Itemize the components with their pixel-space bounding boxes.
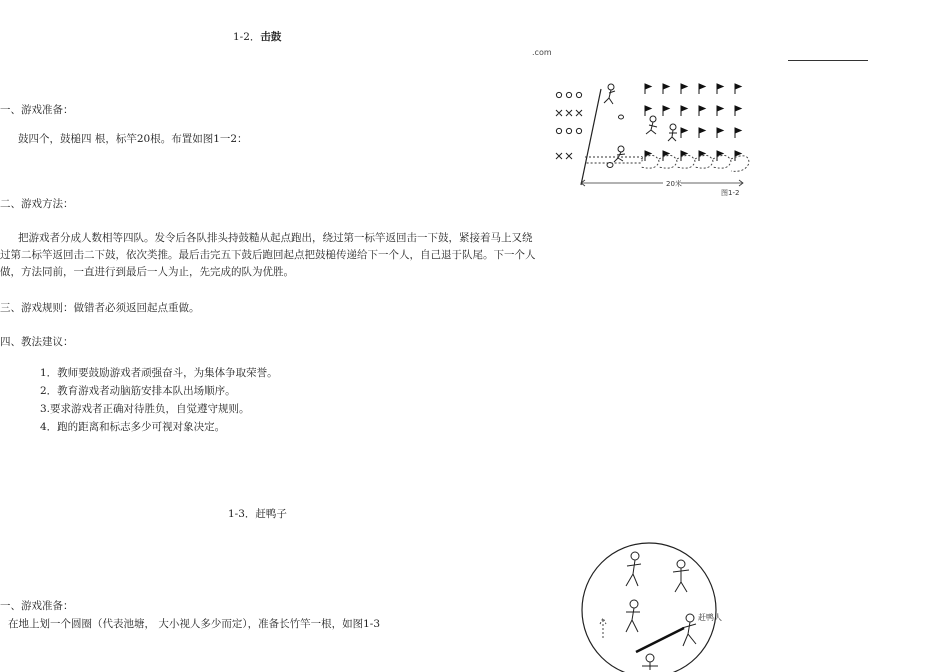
list-item: 1．教师要鼓励游戏者顽强奋斗，为集体争取荣誉。 — [40, 367, 278, 379]
list-item: 3.要求游戏者正确对待胜负，自觉遵守规则。 — [40, 403, 250, 415]
movement-arrow — [600, 618, 606, 638]
figure-drum-game — [545, 75, 775, 200]
section-number: 1-2． — [233, 31, 261, 43]
flag-markers — [645, 84, 741, 161]
start-line — [581, 89, 601, 185]
start-markers — [556, 92, 582, 159]
advice-list — [40, 364, 278, 436]
bamboo-pole — [636, 628, 684, 652]
figure-duck-pond — [578, 540, 728, 672]
prep-heading: 一、游戏准备： — [0, 104, 74, 116]
section-title-1-3: 1-3．赶鸭子 — [228, 508, 287, 520]
rules-text: 三、游戏规则：做错者必须返回起点重做。 — [0, 302, 200, 314]
list-item: 2．教育游戏者动脑筋安排本队出场顺序。 — [40, 385, 236, 397]
running-paths — [585, 155, 749, 171]
list-item: 4．跑的距离和标志多少可视对象决定。 — [40, 421, 226, 433]
prep-text: 鼓四个，鼓槌四 根，标竿20根。布置如图1一2： — [18, 133, 248, 145]
advice-heading: 四、教法建议： — [0, 336, 74, 348]
method-text: 把游戏者分成人数相等四队。发令后各队排头持鼓糙从起点跑出，绕过第一标竿返回击一下鼓，紧接着马上又绕过第二标竿返回击二下鼓，依次类推。最后击完五下鼓后跑回起点把鼓槌传递给下一个人，自己退于队尾。下一个人做，方法同前，一直进行到最后一人为止，先完成的队为优胜。 — [0, 232, 536, 278]
distance-arrow — [581, 180, 743, 186]
figure-caption: 图1-2 — [721, 189, 740, 197]
duck-herder-label: 赶鸭人 — [698, 613, 722, 622]
prep-heading-2: 一、游戏准备： — [0, 600, 74, 612]
watermark-text: .com — [532, 48, 552, 57]
section-title-1-2 — [233, 29, 281, 44]
header-rule — [788, 60, 868, 61]
pond-circle — [582, 543, 716, 672]
distance-label: 20米 — [666, 180, 682, 188]
method-heading: 二、游戏方法： — [0, 198, 74, 210]
prep-text-2: 在地上划一个圆圈（代表池塘， 大小视人多少而定），准备长竹竿一根，如图1-3 — [8, 618, 380, 630]
section-name: 击鼓 — [260, 31, 282, 43]
